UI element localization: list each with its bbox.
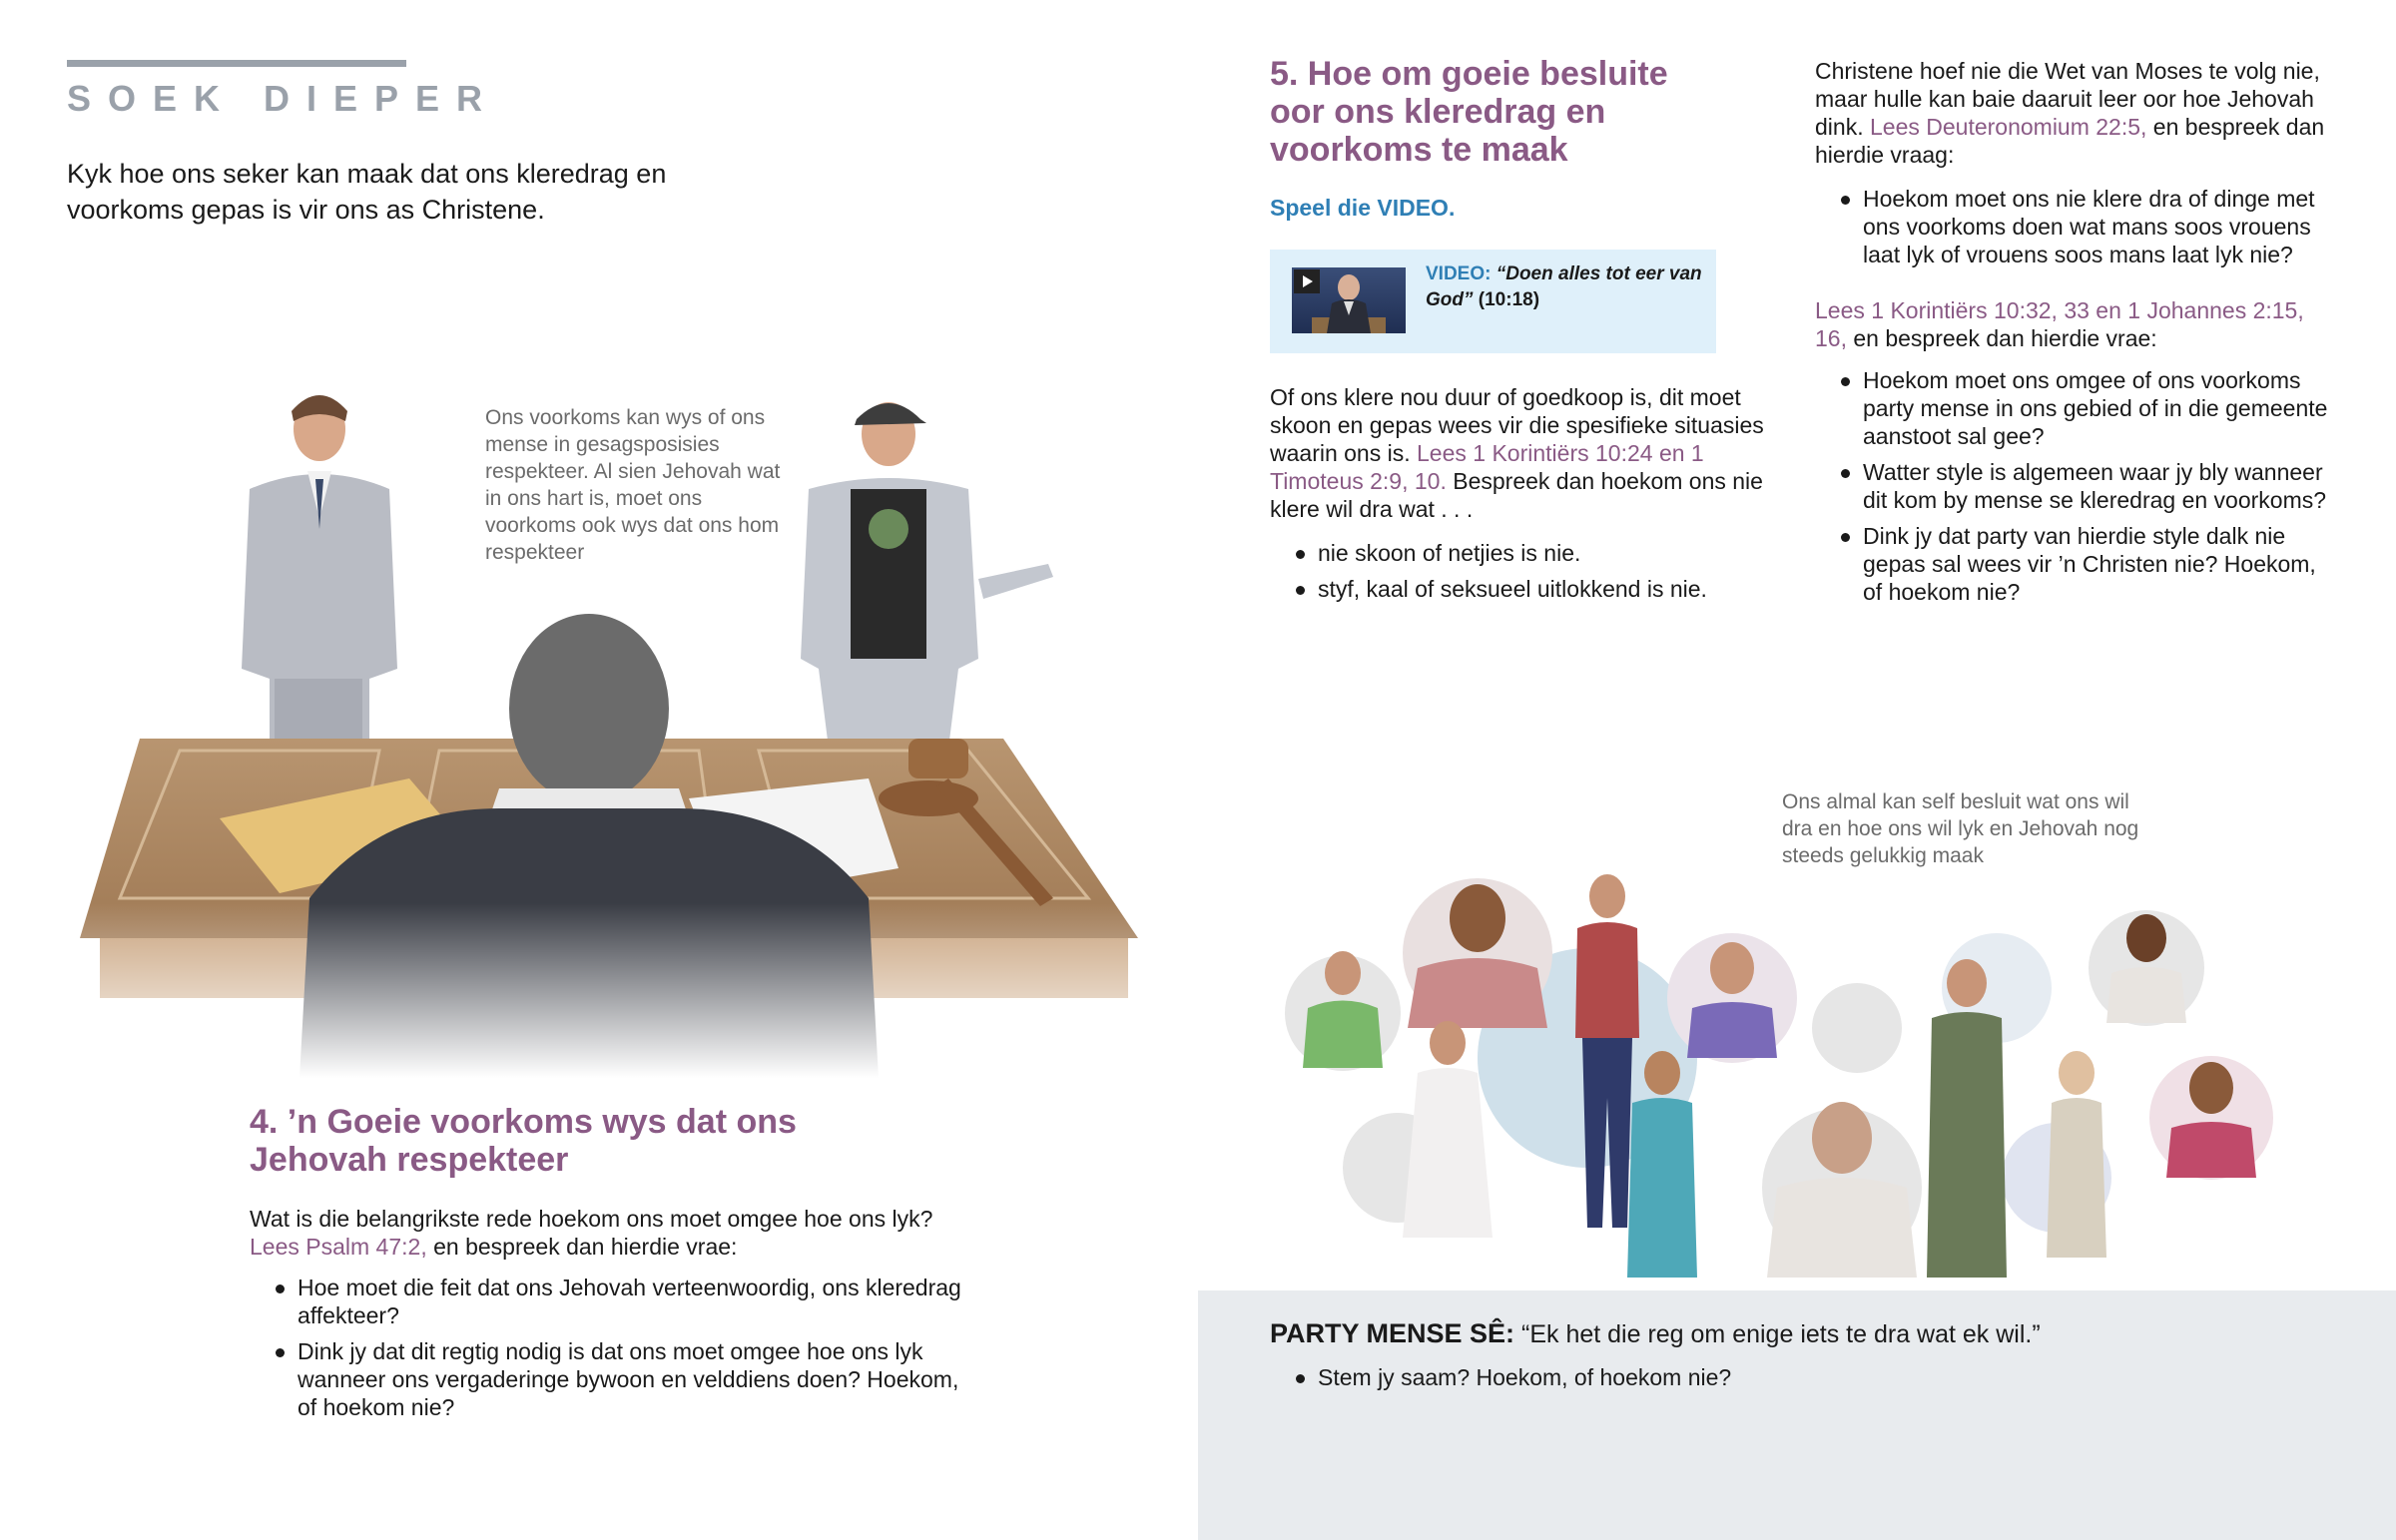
section5-heading: 5. Hoe om goeie besluite oor ons kleredrag en voorkoms te maak — [1270, 55, 1668, 169]
party-mense-question — [1270, 1363, 1969, 1399]
video-thumbnail[interactable] — [1292, 267, 1406, 333]
section4-questions — [250, 1274, 978, 1429]
play-video-instruction: Speel die VIDEO. — [1270, 195, 1456, 221]
list-item: Hoekom moet ons omgee of ons voorkoms party mense in ons gebied of in die gemeente aanstoot sal gee? — [1815, 366, 2339, 450]
law-of-moses-paragraph: Christene hoef nie die Wet van Moses te volg nie, maar hulle kan baie daaruit leer oor hoe Jehovah dink. Lees Deuteronomium 22:5, en bespreek dan hierdie vraag: — [1815, 58, 2325, 168]
video-title[interactable]: VIDEO: “Doen alles tot eer van God” (10:18) — [1426, 263, 1702, 310]
party-mense-statement: PARTY MENSE SÊ: “Ek het die reg om enige iets te dra wat ek wil.” — [1270, 1318, 2041, 1348]
deuteronomy-question — [1815, 185, 2339, 276]
list-item: Hoe moet die feit dat ons Jehovah verteenwoordig, ons kleredrag affekteer? — [250, 1274, 978, 1329]
right-illustration-caption: Ons almal kan self besluit wat ons wil dra en hoe ons wil lyk en Jehovah nog steeds gelukkig maak — [1782, 790, 2139, 867]
list-item: nie skoon of netjies is nie. — [1270, 539, 1779, 567]
header-rule — [67, 60, 406, 67]
person-figure — [2047, 1051, 2106, 1258]
scripture-link-deuteronomy[interactable]: Lees Deuteronomium 22:5, — [1869, 114, 2147, 140]
section4-heading: 4. ’n Goeie voorkoms wys dat ons Jehovah respekteer — [250, 1103, 797, 1179]
left-illustration-caption: Ons voorkoms kan wys of ons mense in gesagsposisies respekteer. Al sien Jehovah wat in ons hart is, moet ons voorkoms ook wys dat ons hom respekteer — [485, 406, 781, 564]
scripture-link-corinthians-timothy[interactable]: Lees 1 Korintiërs 10:24 en 1 Timoteus 2:9, 10. — [1270, 440, 1704, 494]
section4-intro: Wat is die belangrikste rede hoekom ons moet omgee hoe ons lyk? Lees Psalm 47:2, en bespreek dan hierdie vrae: — [250, 1206, 933, 1260]
list-item: Stem jy saam? Hoekom, of hoekom nie? — [1270, 1363, 1969, 1391]
video-card[interactable] — [1270, 250, 1716, 353]
section5-paragraph: Of ons klere nou duur of goedkoop is, dit moet skoon en gepas wees vir die spesifieke situasies waarin ons is. Lees 1 Korintiërs 10:24 en 1 Timoteus 2:9, 10. Bespreek dan hoekom ons nie klere wil dra wat . . . — [1270, 384, 1764, 522]
person-figure — [1575, 874, 1639, 1228]
list-item: Watter style is algemeen waar jy bly wanneer dit kom by mense se kleredrag en voorkoms? — [1815, 458, 2339, 514]
scripture-link-psalm[interactable]: Lees Psalm 47:2, — [250, 1234, 427, 1260]
people-group-illustration — [1278, 858, 2316, 1297]
section-label: SOEK DIEPER — [67, 78, 500, 119]
scripture-link-corinthians-john[interactable]: Lees 1 Korintiërs 10:32, 33 en 1 Johannes 2:15, 16, — [1815, 297, 2304, 351]
intro-text: Kyk hoe ons seker kan maak dat ons kleredrag en voorkoms gepas is vir ons as Christene. — [67, 159, 667, 225]
corinthians-john-questions — [1815, 366, 2339, 614]
corinthians-john-paragraph: Lees 1 Korintiërs 10:32, 33 en 1 Johannes 2:15, 16, en bespreek dan hierdie vrae: — [1815, 297, 2304, 351]
section5-list — [1270, 539, 1779, 611]
list-item: Hoekom moet ons nie klere dra of dinge met ons voorkoms doen wat mans soos vrouens laat lyk of vrouens soos mans laat lyk nie? — [1815, 185, 2339, 268]
list-item: Dink jy dat dit regtig nodig is dat ons moet omgee hoe ons lyk wanneer ons vergaderinge bywoon en velddiens doen? Hoekom, of hoekom nie? — [250, 1337, 978, 1421]
list-item: Dink jy dat party van hierdie style dalk nie gepas sal wees vir ’n Christen nie? Hoekom, of hoekom nie? — [1815, 522, 2339, 606]
list-item: styf, kaal of seksueel uitlokkend is nie. — [1270, 575, 1779, 603]
play-icon[interactable] — [1294, 269, 1320, 293]
